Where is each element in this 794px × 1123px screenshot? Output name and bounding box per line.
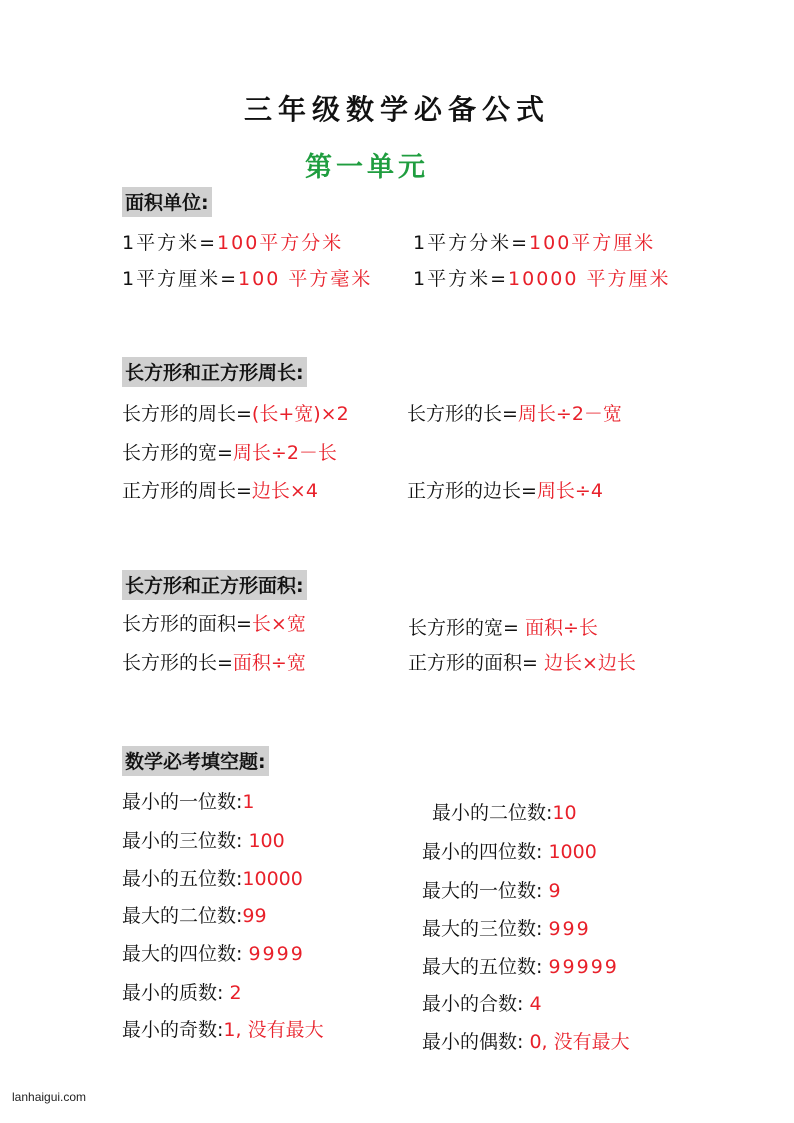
fact-value: 10 (552, 802, 577, 824)
formula-line (407, 399, 622, 426)
fact-line (122, 864, 303, 891)
fact-line (122, 826, 285, 853)
formula-value: 面积÷宽 (232, 652, 306, 674)
page-title: 三年级数学必备公式 (243, 93, 550, 126)
formula-key: 1平方米= (413, 268, 509, 290)
fact-key: 最小的奇数: (122, 1019, 224, 1041)
formula-value: 周长÷4 (536, 480, 603, 502)
formula-key: 正方形的周长= (122, 480, 252, 502)
formula-value: 100 平方毫米 (238, 268, 373, 290)
fact-value: 999 (548, 918, 591, 940)
formula-key: 长方形的宽= (122, 442, 233, 464)
section-heading-fill-in: 数学必考填空题: (122, 746, 269, 776)
fact-value: 0, 没有最大 (529, 1031, 630, 1053)
formula-line (122, 438, 337, 465)
fact-key: 最大的一位数: (422, 880, 549, 902)
unit-title: 第一单元 (305, 152, 429, 183)
fact-value: 10000 (242, 868, 303, 890)
fact-key: 最大的二位数: (122, 905, 243, 927)
fact-line (422, 1027, 630, 1054)
fact-value: 100 (248, 830, 285, 852)
fact-line (122, 901, 267, 928)
formula-key: 长方形的长= (407, 403, 518, 425)
section-heading-perimeter: 长方形和正方形周长: (122, 357, 307, 387)
footer-watermark: lanhaigui.com (12, 1090, 87, 1104)
fact-line (122, 787, 255, 814)
fact-key: 最大的三位数: (422, 918, 549, 940)
formula-line (408, 648, 636, 675)
fact-line (122, 1015, 324, 1042)
formula-line (122, 228, 343, 255)
fact-key: 最小的四位数: (422, 841, 549, 863)
formula-key: 正方形的边长= (407, 480, 537, 502)
formula-key: 1平方厘米= (122, 268, 239, 290)
fact-line (422, 876, 561, 903)
fact-line (122, 978, 242, 1005)
fact-value: 1000 (548, 841, 597, 863)
formula-key: 1平方米= (122, 232, 218, 254)
formula-value: 边长×边长 (543, 652, 636, 674)
formula-value: 100平方分米 (217, 232, 344, 254)
fact-value: 1 (242, 791, 255, 813)
fact-key: 最小的二位数: (432, 802, 553, 824)
formula-line (122, 476, 318, 503)
formula-value: 周长÷2－长 (232, 442, 337, 464)
formula-line (408, 613, 598, 640)
formula-line (122, 399, 349, 426)
formula-line (122, 264, 372, 291)
formula-key: 长方形的宽= (408, 617, 525, 639)
fact-line (422, 837, 597, 864)
formula-key: 长方形的周长= (122, 403, 252, 425)
fact-value: 1, 没有最大 (223, 1019, 324, 1041)
fact-key: 最大的四位数: (122, 943, 249, 965)
fact-line (432, 798, 577, 825)
formula-value: (长+宽)×2 (251, 403, 349, 425)
fact-key: 最小的偶数: (422, 1031, 530, 1053)
fact-key: 最小的五位数: (122, 868, 243, 890)
fact-line (422, 914, 591, 941)
section-heading-area: 长方形和正方形面积: (122, 570, 307, 600)
formula-value: 10000 平方厘米 (508, 268, 671, 290)
fact-line (422, 952, 619, 979)
formula-value: 面积÷长 (524, 617, 598, 639)
formula-value: 100平方厘米 (529, 232, 656, 254)
formula-key: 1平方分米= (413, 232, 530, 254)
formula-line (413, 228, 655, 255)
fact-value: 99 (242, 905, 267, 927)
formula-line (413, 264, 671, 291)
fact-value: 4 (529, 993, 542, 1015)
fact-key: 最小的合数: (422, 993, 530, 1015)
fact-line (422, 989, 542, 1016)
formula-line (407, 476, 603, 503)
fact-key: 最小的质数: (122, 982, 230, 1004)
fact-key: 最小的一位数: (122, 791, 243, 813)
fact-key: 最大的五位数: (422, 956, 549, 978)
formula-key: 正方形的面积= (408, 652, 544, 674)
formula-value: 周长÷2－宽 (517, 403, 622, 425)
fact-value: 9999 (248, 943, 305, 965)
formula-value: 边长×4 (251, 480, 318, 502)
section-heading-area-units: 面积单位: (122, 187, 212, 217)
fact-key: 最小的三位数: (122, 830, 249, 852)
formula-value: 长×宽 (251, 613, 306, 635)
fact-value: 2 (229, 982, 242, 1004)
fact-value: 99999 (548, 956, 619, 978)
formula-key: 长方形的长= (122, 652, 233, 674)
formula-line (122, 609, 306, 636)
fact-value: 9 (548, 880, 561, 902)
fact-line (122, 939, 305, 966)
formula-key: 长方形的面积= (122, 613, 252, 635)
formula-line (122, 648, 306, 675)
